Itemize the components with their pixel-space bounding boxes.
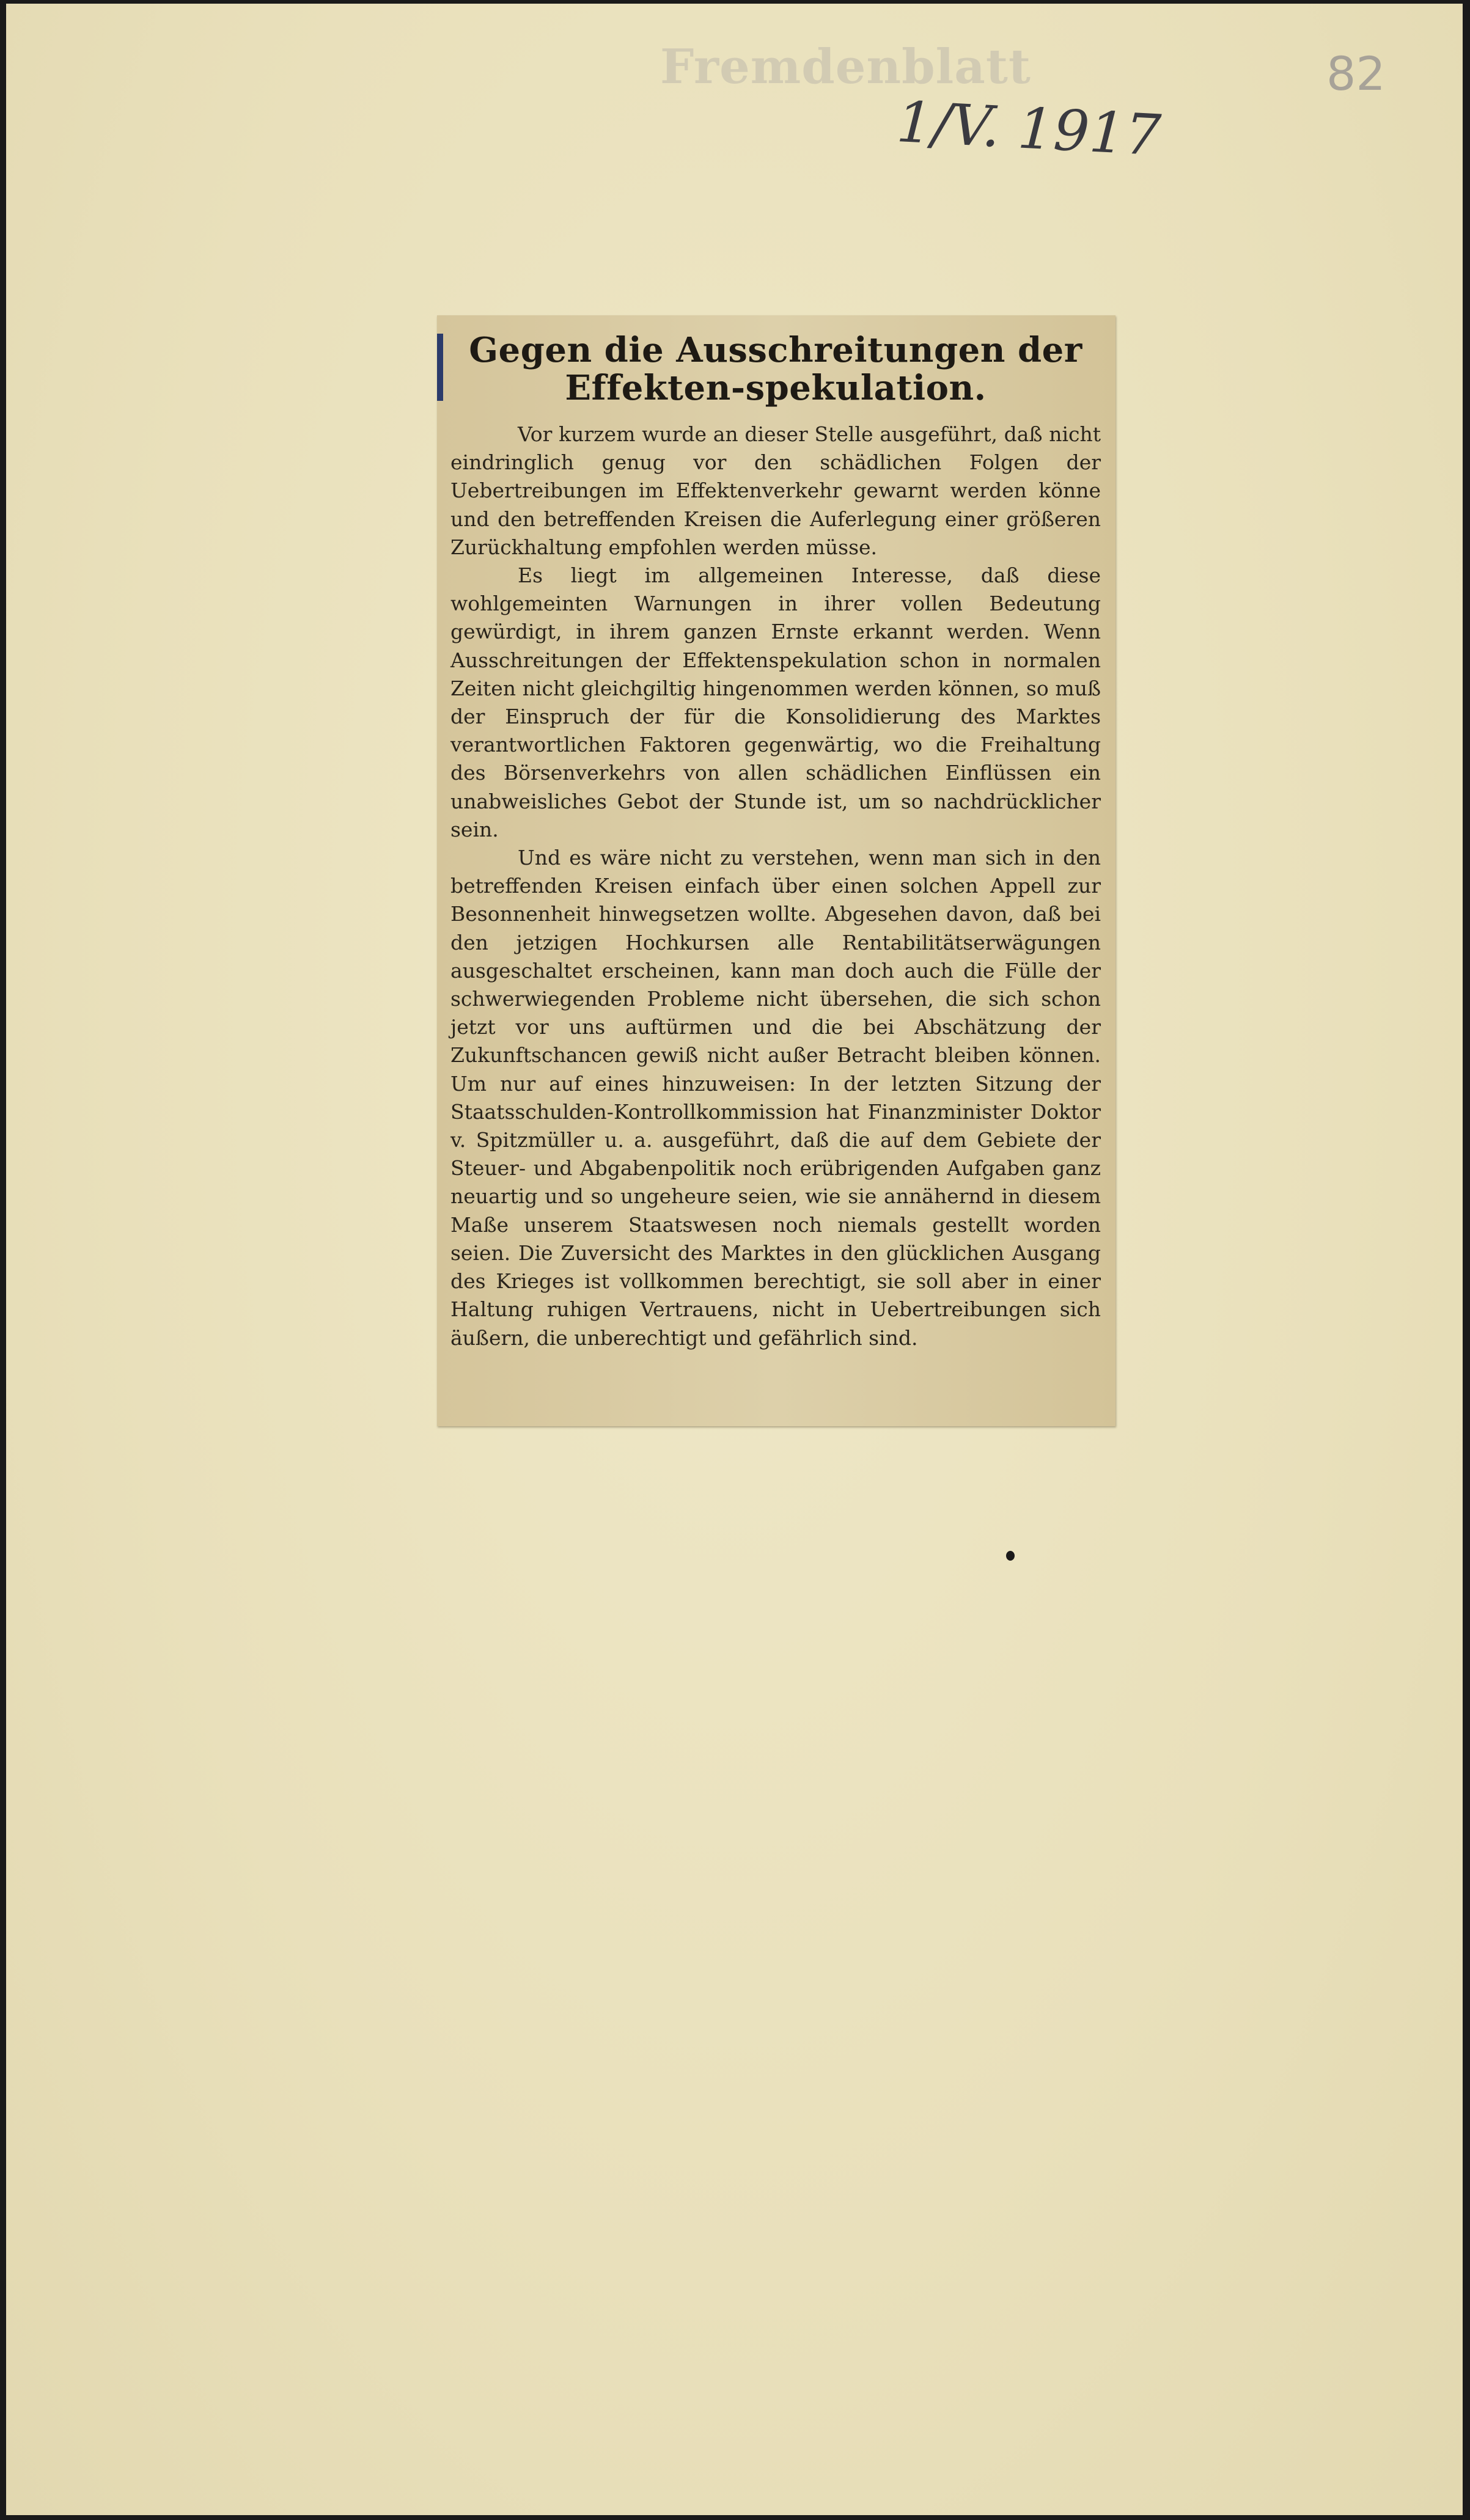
page-number: 82 xyxy=(1326,46,1386,101)
newspaper-clipping xyxy=(437,315,1115,1426)
source-stamp: Fremdenblatt xyxy=(660,39,1031,95)
article-paragraph: Es liegt im allgemeinen Interesse, daß diese wohlgemeinten Warnungen in ihrer vollen Bedeutung gewürdigt, in ihrem ganzen Ernste erkannt werden. Wenn Ausschreitungen der Effektenspekulation schon in normalen Zeiten nicht gleichgiltig hingenommen werden können, so muß der Einspruch der für die Konsolidierung des Marktes verantwortlichen Faktoren gegenwärtig, wo die Freihaltung des Börsenverkehrs von allen schädlichen Einflüssen ein unabweisliches Gebot der Stunde ist, um so nachdrücklicher sein. xyxy=(450,563,1101,841)
ink-bracket-mark xyxy=(437,334,443,401)
handwritten-date: 1/V. 1917 xyxy=(895,89,1163,169)
article-paragraph: Vor kurzem wurde an dieser Stelle ausgeführt, daß nicht eindringlich genug vor den schädlichen Folgen der Uebertreibungen im Effektenverkehr gewarnt werden könne und den betreffenden Kreisen die Auferlegung einer größeren Zurückhaltung empfohlen werden müsse. xyxy=(450,422,1101,559)
article-headline: Gegen die Ausschreitungen der Effekten-spekulation. xyxy=(469,330,1082,408)
ink-spot xyxy=(1006,1551,1015,1561)
article-paragraph: Und es wäre nicht zu verstehen, wenn man sich in den betreffenden Kreisen einfach über einen solchen Appell zur Besonnenheit hinwegsetzen wollte. Abgesehen davon, daß bei den jetzigen Hochkursen alle Rentabilitätserwägungen ausgeschaltet erscheinen, kann man doch auch die Fülle der schwerwiegenden Probleme nicht übersehen, die sich schon jetzt vor uns auftürmen und die bei Abschätzung der Zukunftschancen gewiß nicht außer Betracht bleiben können. Um nur auf eines hinzuweisen: In der letzten Sitzung der Staatsschulden-Kontrollkommission hat Finanzminister Doktor v. Spitzmüller u. a. ausgeführt, daß die auf dem Gebiete der Steuer- und Abgabenpolitik noch erübrigenden Aufgaben ganz neuartig und so ungeheure seien, wie sie annähernd in diesem Maße unserem Staatswesen noch niemals gestellt worden seien. Die Zuversicht des Marktes in den glücklichen Ausgang des Krieges ist vollkommen berechtigt, sie soll aber in einer Haltung ruhigen Vertrauens, nicht in Uebertreibungen sich äußern, die unberechtigt und gefährlich sind. xyxy=(450,846,1101,1350)
archive-sheet xyxy=(6,4,1463,2515)
